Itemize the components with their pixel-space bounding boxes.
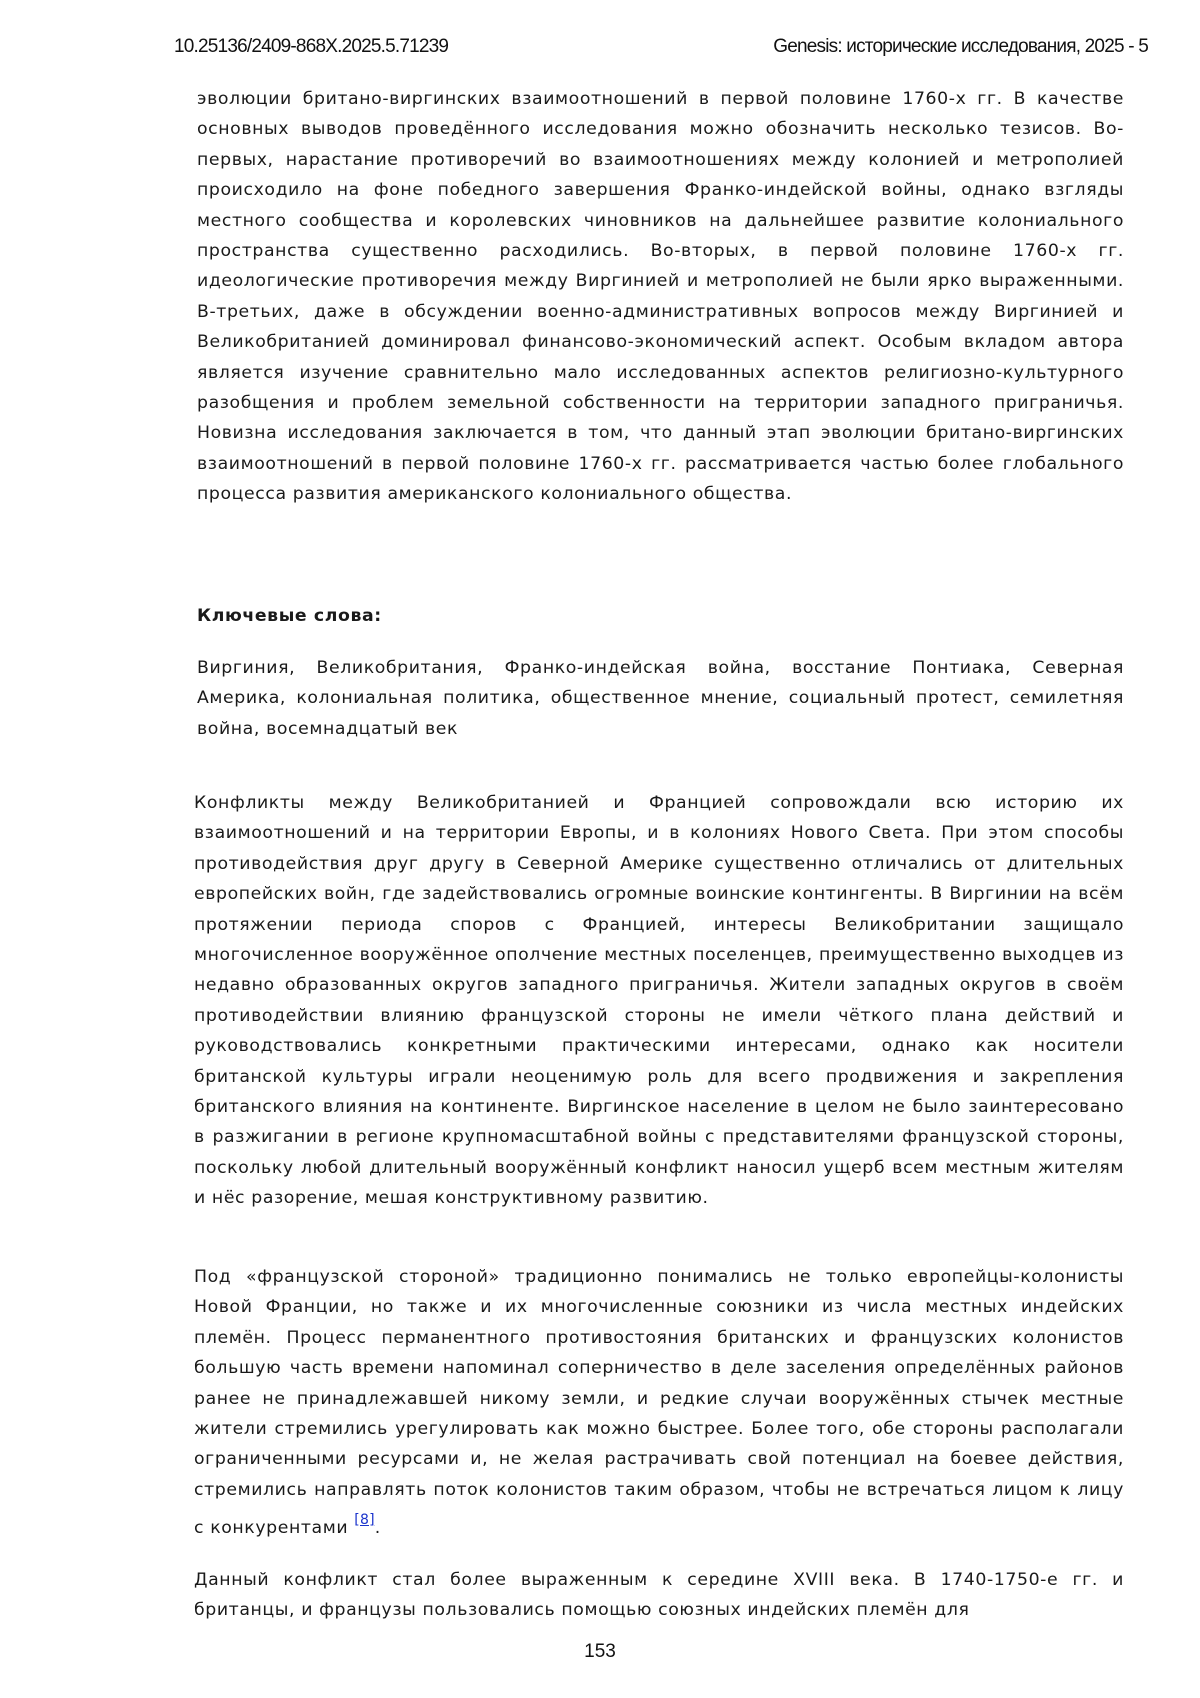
paragraph-2-text: Под «французской стороной» традиционно понимались не только европейцы-колонисты Новой Франции, но также и их многочисленные союзники из числа местных индейских племён. Процесс перманентного противостояния британских и французских колонистов большую часть времени напоминал соперничество в деле заселения определённых районов ранее не принадлежавшей никому земли, и редкие случаи вооружённых стычек местные жители стремились урегулировать как можно быстрее. Более того, обе стороны располагали ограниченными ресурсами и, не желая растрачивать свой потенциал на боевее действия, стремились направлять поток колонистов таким образом, чтобы не встречаться лицом к лицу с конкурентами (194, 1267, 1124, 1539)
footnote-link[interactable]: [8] (354, 1512, 375, 1529)
body-paragraph-1: Конфликты между Великобританией и Францией сопровождали всю историю их взаимоотношений и на территории Европы, и в колониях Нового Света. При этом способы противодействия друг другу в Северной Америке существенно отличались от длительных европейских войн, где задействовались огромные воинские контингенты. В Виргинии на всём протяжении периода споров с Францией, интересы Великобритании защищало многочисленное вооружённое ополчение местных поселенцев, преимущественно выходцев из недавно образованных округов западного приграничья. Жители западных округов в своём противодействии влиянию французской стороны не имели чёткого плана действий и руководствовались конкретными практическими интересами, однако как носители британской культуры играли неоценимую роль для всего продвижения и закрепления британского влияния на континенте. Виргинское население в целом не было заинтересовано в разжигании в регионе крупномасштабной войны с представителями французской стороны, поскольку любой длительный вооружённый конфликт наносил ущерб всем местным жителям и нёс разорение, мешая конструктивному развитию. (194, 793, 1124, 1209)
page-header (174, 36, 1148, 62)
keywords-list: Виргиния, Великобритания, Франко-индейская война, восстание Понтиака, Северная Америка, колониальная политика, общественное мнение, социальный протест, семилетняя война, восемнадцатый век (197, 658, 1124, 739)
doi-text: 10.25136/2409-868X.2025.5.71239 (174, 36, 449, 57)
body-paragraph-3: Данный конфликт стал более выраженным к середине XVIII века. В 1740-1750-е гг. и британцы, и французы пользовались помощью союзных индейских племён для (194, 1570, 1124, 1621)
journal-title: Genesis: исторические исследования, 2025 - 5 (773, 36, 1148, 57)
keywords-heading: Ключевые слова: (197, 606, 382, 626)
abstract-paragraph: эволюции британо-виргинских взаимоотношений в первой половине 1760-х гг. В качестве основных выводов проведённого исследования можно обозначить несколько тезисов. Во-первых, нарастание противоречий во взаимоотношениях между колонией и метрополией происходило на фоне победного завершения Франко-индейской войны, однако взгляды местного сообщества и королевских чиновников на дальнейшее развитие колониального пространства существенно расходились. Во-вторых, в первой половине 1760-х гг. идеологические противоречия между Виргинией и метрополией не были ярко выраженными. В-третьих, даже в обсуждении военно-административных вопросов между Виргинией и Великобританией доминировал финансово-экономический аспект. Особым вкладом автора является изучение сравнительно мало исследованных аспектов религиозно-культурного разобщения и проблем земельной собственности на территории западного приграничья. Новизна исследования заключается в том, что данный этап эволюции британо-виргинских взаимоотношений в первой половине 1760-х гг. рассматривается частью более глобального процесса развития американского колониального общества. (197, 89, 1124, 505)
paragraph-2-end: . (374, 1518, 381, 1539)
page-number: 153 (584, 1641, 616, 1662)
body-paragraph-2 (194, 1262, 1124, 1544)
